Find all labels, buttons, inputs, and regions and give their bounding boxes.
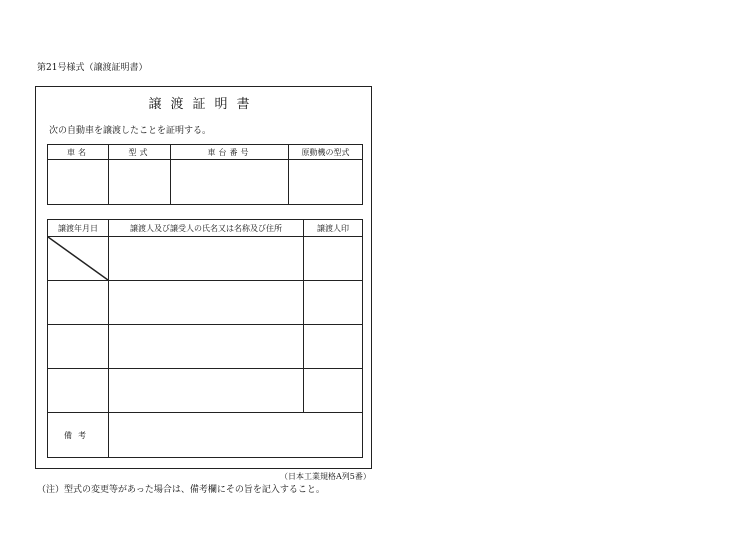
transfer-date-cell[interactable] <box>48 369 109 413</box>
diagonal-strike-line <box>48 237 108 280</box>
form-number: 第21号様式（譲渡証明書） <box>37 63 148 73</box>
certificate-frame <box>35 86 372 469</box>
header-parties-name-address: 譲渡人及び譲受人の氏名又は名称及び住所 <box>109 220 304 237</box>
vehicle-name-cell[interactable] <box>48 160 109 205</box>
header-transfer-date: 譲渡年月日 <box>48 220 109 237</box>
parties-cell[interactable] <box>109 281 304 325</box>
transfer-date-cell[interactable] <box>48 325 109 369</box>
transfer-date-cell-crossed <box>48 237 109 281</box>
seal-cell[interactable] <box>304 325 363 369</box>
header-chassis-number: 車台番号 <box>171 145 289 160</box>
model-cell[interactable] <box>109 160 171 205</box>
header-transferor-seal: 譲渡人印 <box>304 220 363 237</box>
header-vehicle-name: 車名 <box>48 145 109 160</box>
engine-model-cell[interactable] <box>289 160 363 205</box>
header-engine-model: 原動機の型式 <box>289 145 363 160</box>
remarks-label: 備考 <box>48 413 109 458</box>
header-model: 型式 <box>109 145 171 160</box>
seal-cell[interactable] <box>304 281 363 325</box>
parties-cell[interactable] <box>109 369 304 413</box>
transfer-date-cell[interactable] <box>48 281 109 325</box>
remarks-cell[interactable] <box>109 413 363 458</box>
certification-statement: 次の自動車を譲渡したことを証明する。 <box>49 126 212 136</box>
parties-cell[interactable] <box>109 325 304 369</box>
document-title: 譲渡証明書 <box>148 97 259 112</box>
footnote: （注）型式の変更等があった場合は、備考欄にその旨を記入すること。 <box>37 485 325 495</box>
chassis-number-cell[interactable] <box>171 160 289 205</box>
parties-cell[interactable] <box>109 237 304 281</box>
transfer-record-table <box>47 219 363 458</box>
seal-cell[interactable] <box>304 237 363 281</box>
vehicle-info-table <box>47 144 363 205</box>
seal-cell[interactable] <box>304 369 363 413</box>
paper-size-note: （日本工業規格A列5番） <box>280 472 371 481</box>
